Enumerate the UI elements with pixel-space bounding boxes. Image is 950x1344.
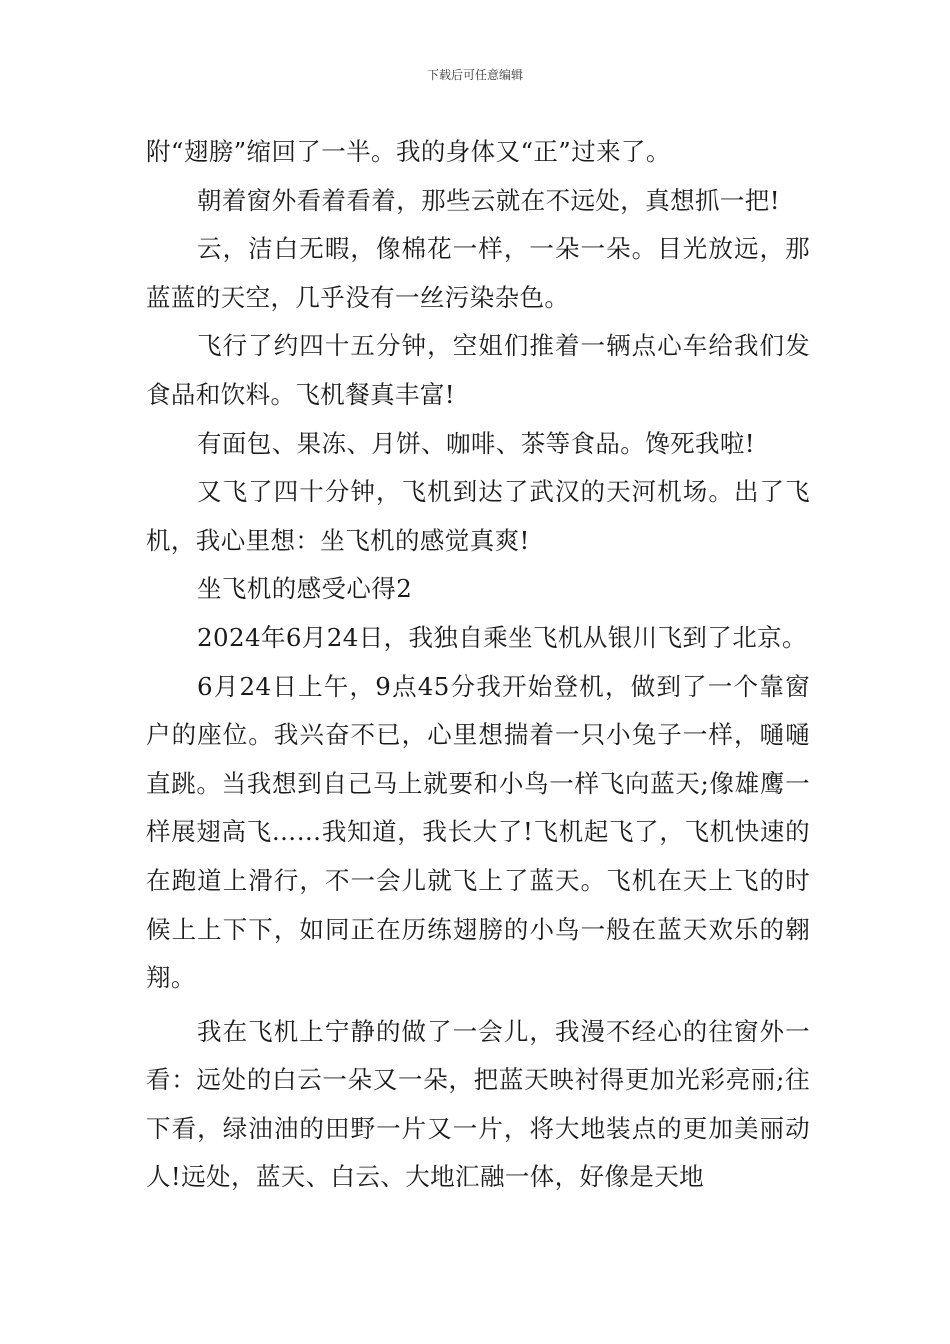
paragraph: 云，洁白无暇，像棉花一样，一朵一朵。目光放远，那蓝蓝的天空，几乎没有一丝污染杂色。 (146, 234, 810, 312)
paragraph: 又飞了四十分钟，飞机到达了武汉的天河机场。出了飞机，我心里想：坐飞机的感觉真爽! (146, 477, 810, 555)
paragraph: 6月24日上午，9点45分我开始登机，做到了一个靠窗户的座位。我兴奋不已，心里想揣着一只小兔子一样，嗵嗵直跳。当我想到自己马上就要和小鸟一样飞向蓝天;像雄鹰一样展翅高飞……我知道，我长大了!飞机起飞了，飞机快速的在跑道上滑行，不一会儿就飞上了蓝天。飞机在天上飞的时候上上下下，如同正在历练翅膀的小鸟一般在蓝天欢乐的翱翔。 (146, 671, 810, 993)
paragraph: 飞行了约四十五分钟，空姐们推着一辆点心车给我们发食品和饮料。飞机餐真丰富! (146, 331, 810, 409)
paragraph: 朝着窗外看着看着，那些云就在不远处，真想抓一把! (197, 185, 780, 215)
paragraph: 我在飞机上宁静的做了一会儿，我漫不经心的往窗外一看：远处的白云一朵又一朵，把蓝天映衬得更加光彩亮丽;往下看，绿油油的田野一片又一片，将大地装点的更加美丽动人!远处，蓝天、白云、大地汇融一体，好像是天地 (146, 1016, 810, 1192)
paragraph: 附“翅膀”缩回了一半。我的身体又“正”过来了。 (146, 137, 671, 166)
section-heading: 坐飞机的感受心得2 (197, 574, 413, 604)
page-header: 下载后可任意编辑 (426, 68, 523, 82)
document-body (146, 128, 810, 1202)
paragraph: 2024年6月24日，我独自乘坐飞机从银川飞到了北京。 (197, 622, 807, 652)
paragraph: 有面包、果冻、月饼、咖啡、茶等食品。馋死我啦! (197, 428, 756, 458)
